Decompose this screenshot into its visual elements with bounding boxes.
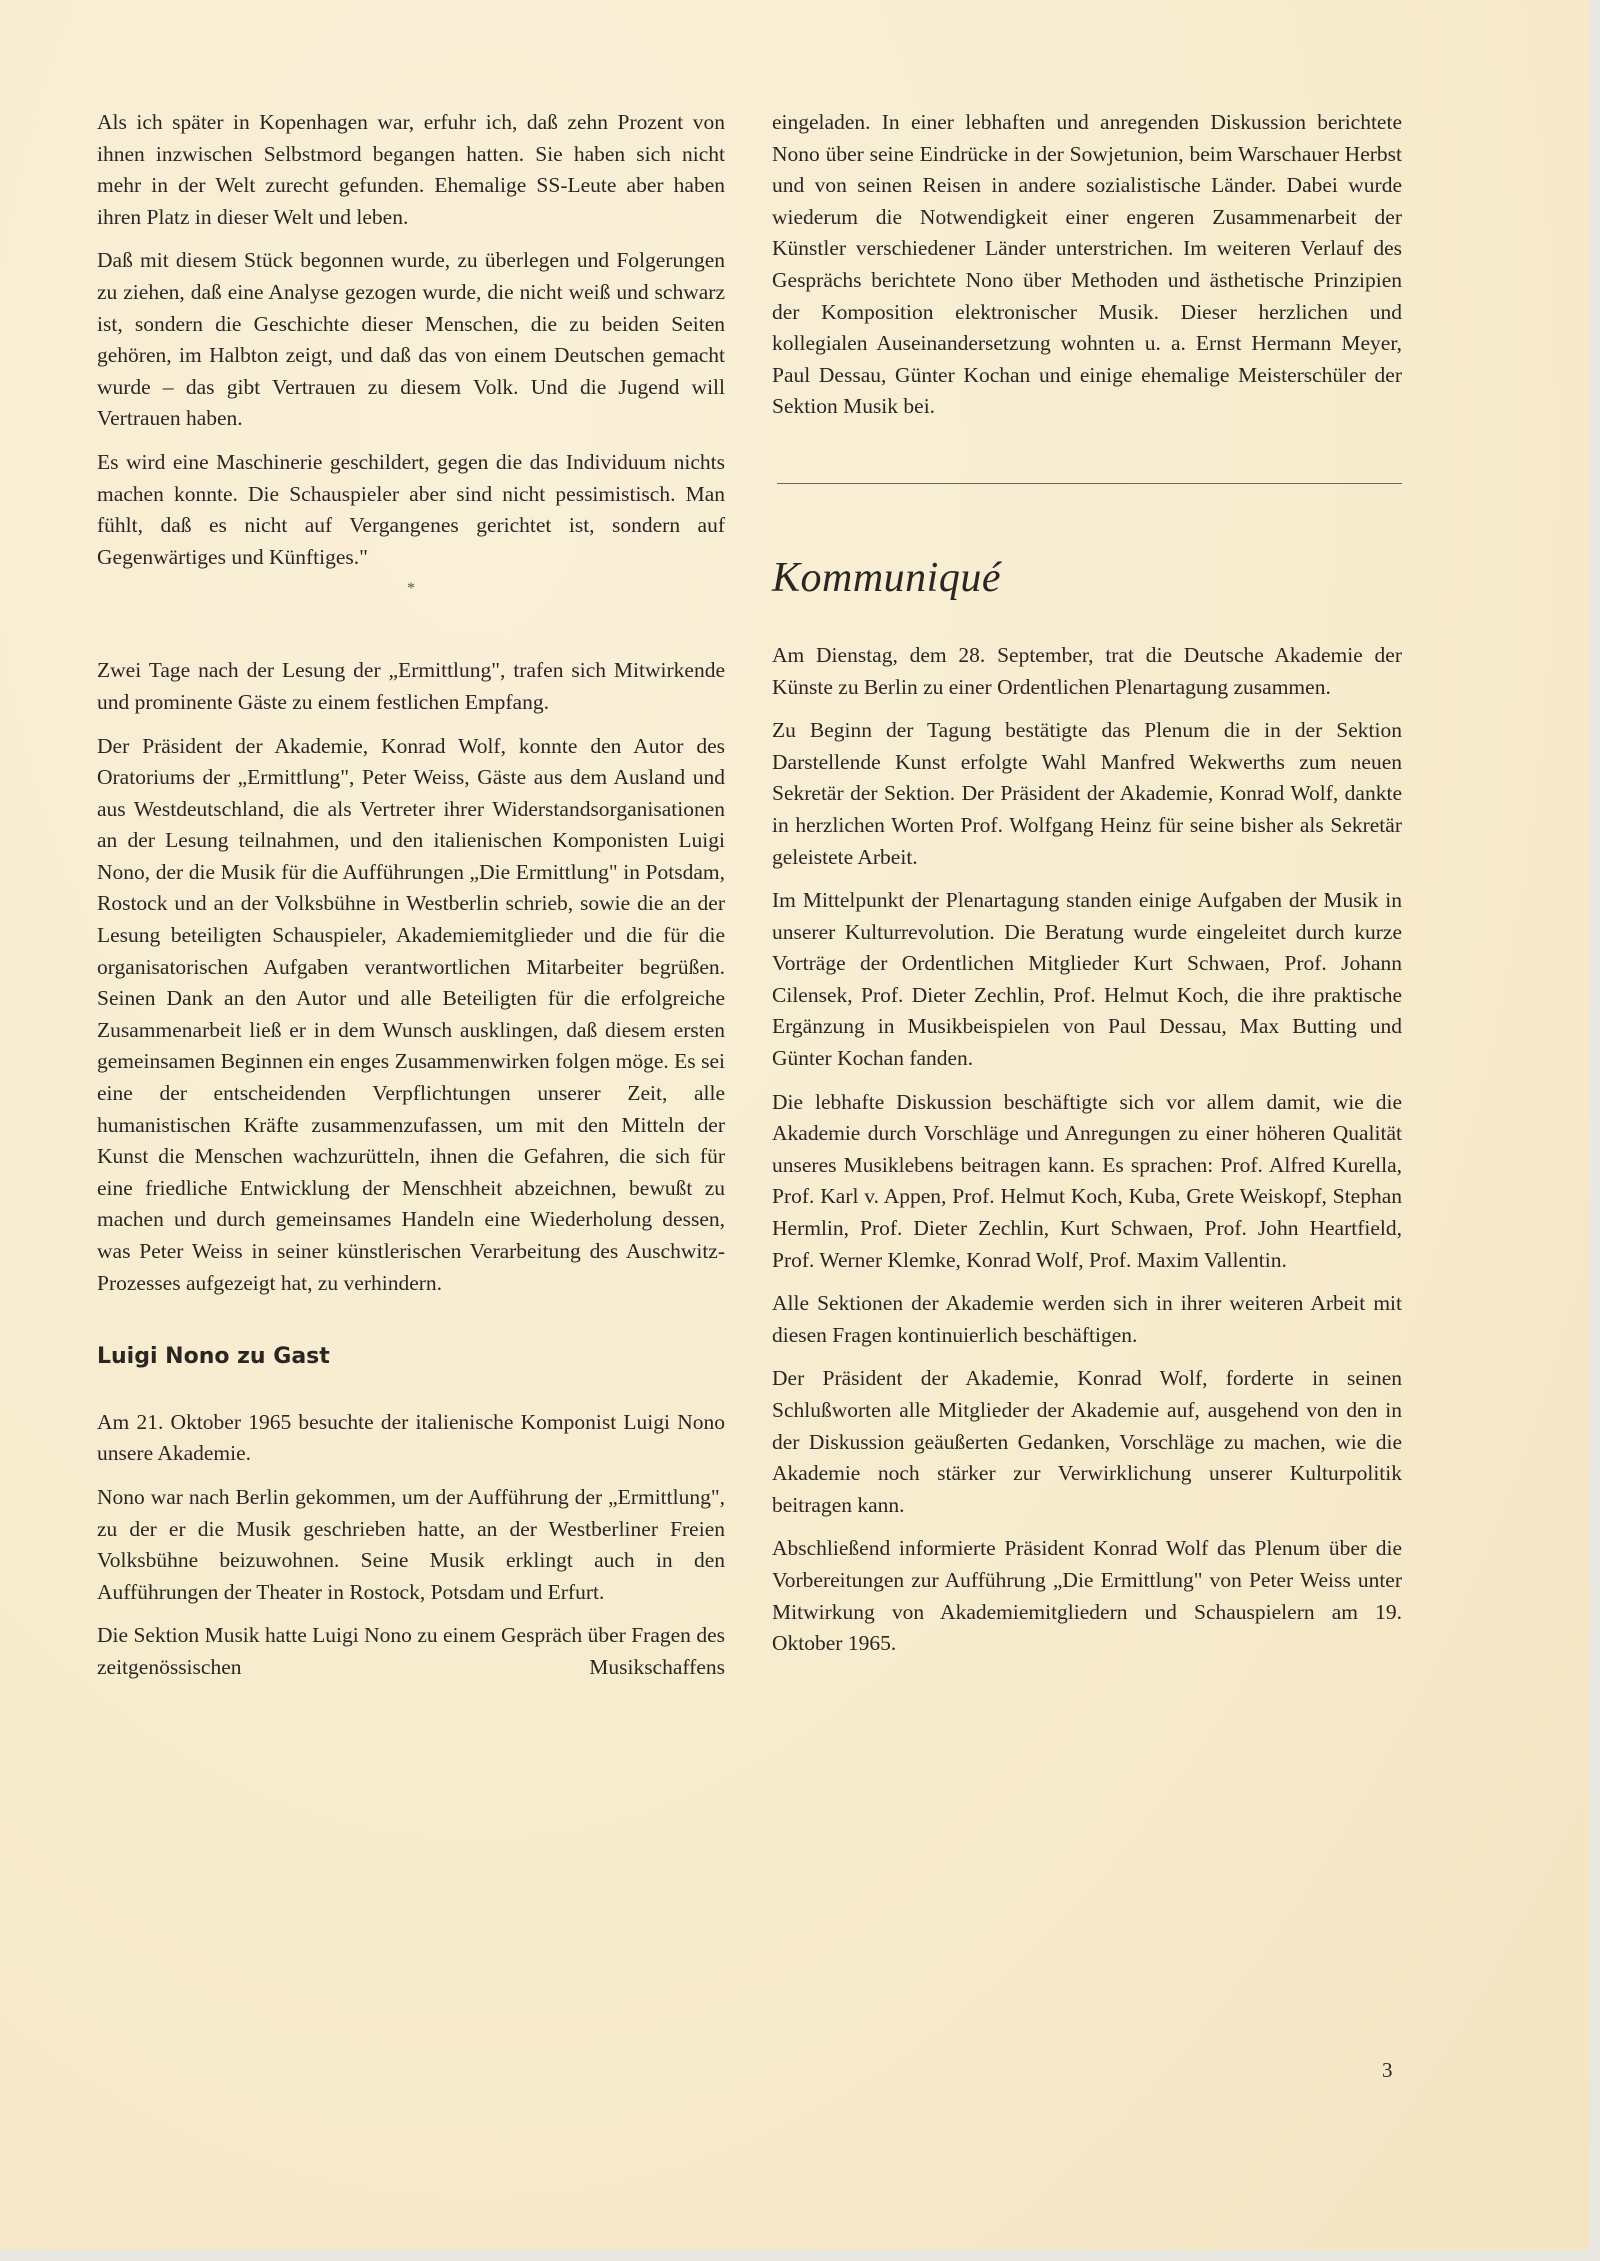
paragraph: Am Dienstag, dem 28. September, trat die Deutsche Akademie der Künste zu Berlin zu einer Ordentlichen Plenartagung zusammen. (772, 642, 1402, 699)
paragraph: Zu Beginn der Tagung bestätigte das Plenum die in der Sektion Darstellende Kunst erfolgte Wahl Manfred Wekwerths zum neuen Sekretär der Sektion. Der Präsident der Akademie, Konrad Wolf, dankte in herzlichen Worten Prof. Wolfgang Heinz für seine bisher als Sekretär geleistete Arbeit. (772, 718, 1402, 869)
horizontal-divider (777, 483, 1402, 484)
paragraph: Die lebhafte Diskussion beschäftigte sich vor allem damit, wie die Akademie durch Vorschläge und Anregungen zu einer höheren Qualität unseres Musiklebens beitragen kann. Es sprachen: Prof. Alfred Kurella, Prof. Karl v. Appen, Prof. Helmut Koch, Kuba, Grete Weiskopf, Stephan Hermlin, Prof. Dieter Zechlin, Kurt Schwaen, Prof. John Heartfield, Prof. Werner Klemke, Konrad Wolf, Prof. Maxim Vallentin. (772, 1089, 1402, 1272)
left-column (97, 107, 725, 1696)
paragraph: Am 21. Oktober 1965 besuchte der italienische Komponist Luigi Nono unsere Akademie. (97, 1409, 725, 1466)
paragraph: Der Präsident der Akademie, Konrad Wolf, forderte in seinen Schlußworten alle Mitglieder der Akademie auf, ausgehend von den in der Diskussion geäußerten Gedanken, Vorschläge zu machen, wie die Akademie noch stärker zur Verwirklichung unserer Kulturpolitik beitragen kann. (772, 1366, 1402, 1517)
paragraph: Die Sektion Musik hatte Luigi Nono zu einem Gespräch über Fragen des zeitgenössischen Musikschaffens (97, 1623, 725, 1679)
paragraph: Es wird eine Maschinerie geschildert, gegen die das Individuum nichts machen konnte. Die Schauspieler aber sind nicht pessimistisch. Man fühlt, daß es nicht auf Vergangenes gerichtet ist, sondern auf Gegenwärtiges und Künftiges." (97, 449, 725, 569)
paragraph: Abschließend informierte Präsident Konrad Wolf das Plenum über die Vorbereitungen zur Aufführung „Die Ermittlung" von Peter Weiss unter Mitwirkung von Akademiemitgliedern und Schauspielern am 19. Oktober 1965. (772, 1536, 1402, 1656)
right-column (772, 107, 1402, 1672)
paragraph: Im Mittelpunkt der Plenartagung standen einige Aufgaben der Musik in unserer Kulturrevolution. Die Beratung wurde eingeleitet durch kurze Vorträge der Ordentlichen Mitglieder Kurt Schwaen, Prof. Johann Cilensek, Prof. Dieter Zechlin, Prof. Helmut Koch, die ihre praktische Ergänzung in Musikbeispielen von Paul Dessau, Max Butting und Günter Kochan fanden. (772, 888, 1402, 1071)
paragraph: Nono war nach Berlin gekommen, um der Aufführung der „Ermittlung", zu der er die Musik geschrieben hatte, an der Westberliner Freien Volksbühne beizuwohnen. Seine Musik erklingt auch in den Aufführungen der Theater in Rostock, Potsdam und Erfurt. (97, 1484, 725, 1604)
paragraph: Als ich später in Kopenhagen war, erfuhr ich, daß zehn Prozent von ihnen inzwischen Selbstmord begangen hatten. Sie haben sich nicht mehr in der Welt zurecht gefunden. Ehemalige SS-Leute aber haben ihren Platz in dieser Welt und leben. (97, 110, 725, 229)
paragraph: Der Präsident der Akademie, Konrad Wolf, konnte den Autor des Oratoriums der „Ermittlung", Peter Weiss, Gäste aus dem Ausland und aus Westdeutschland, die als Vertreter ihrer Widerstandsorganisationen an der Lesung teilnahmen, und den italienischen Komponisten Luigi Nono, der die Musik für die Aufführungen „Die Ermittlung" in Potsdam, Rostock und an der Volksbühne in Westberlin schrieb, sowie die an der Lesung beteiligten Schauspieler, Akademiemitglieder und die für die organisatorischen Aufgaben verantwortlichen Mitarbeiter begrüßen. Seinen Dank an den Autor und alle Beteiligten für die erfolgreiche Zusammenarbeit ließ er in dem Wunsch ausklingen, daß diesem ersten gemeinsamen Beginnen ein enges Zusammenwirken folgen möge. Es sei eine der entscheidenden Verpflichtungen unserer Zeit, alle humanistischen Kräfte zusammenzufassen, um mit den Mitteln der Kunst die Menschen wachzurütteln, ihnen die Gefahren, die sich für eine friedliche Entwicklung der Menschheit abzeichnen, bewußt zu machen und durch gemeinsames Handeln eine Wiederholung dessen, was Peter Weiss in seiner künstlerischen Verarbeitung des Auschwitz-Prozesses aufgezeigt hat, zu verhindern. (97, 733, 725, 1295)
page-number: 3 (1382, 2058, 1393, 2082)
paragraph: eingeladen. In einer lebhaften und anregenden Diskussion berichtete Nono über seine Eindrücke in der Sowjetunion, beim Warschauer Herbst und von seinen Reisen in andere sozialistische Länder. Dabei wurde wiederum die Notwendigkeit einer engeren Zusammenarbeit der Künstler verschiedener Länder unterstrichen. Im weiteren Verlauf des Gesprächs berichtete Nono über Methoden und ästhetische Prinzipien der Komposition elektronischer Musik. Dieser herzlichen und kollegialen Auseinandersetzung wohnten u. a. Ernst Hermann Meyer, Paul Dessau, Günter Kochan und einige ehemalige Meisterschüler der Sektion Musik bei. (772, 110, 1402, 419)
paragraph: Zwei Tage nach der Lesung der „Ermittlung", trafen sich Mitwirkende und prominente Gäste zu einem festlichen Empfang. (97, 658, 725, 714)
paragraph: Alle Sektionen der Akademie werden sich in ihrer weiteren Arbeit mit diesen Fragen kontinuierlich beschäftigen. (772, 1291, 1402, 1347)
section-heading-luigi-nono: Luigi Nono zu Gast (97, 1344, 330, 1370)
section-separator-asterisk: * (407, 580, 415, 598)
section-heading-kommunique: Kommuniqué (772, 554, 1001, 601)
paragraph: Daß mit diesem Stück begonnen wurde, zu überlegen und Folgerungen zu ziehen, daß eine Analyse gezogen wurde, die nicht weiß und schwarz ist, sondern die Geschichte dieser Menschen, die zu beiden Seiten gehören, im Halbton zeigt, und daß das von einem Deutschen gemacht wurde – das gibt Vertrauen zu diesem Volk. Und die Jugend will Vertrauen haben. (97, 248, 725, 431)
